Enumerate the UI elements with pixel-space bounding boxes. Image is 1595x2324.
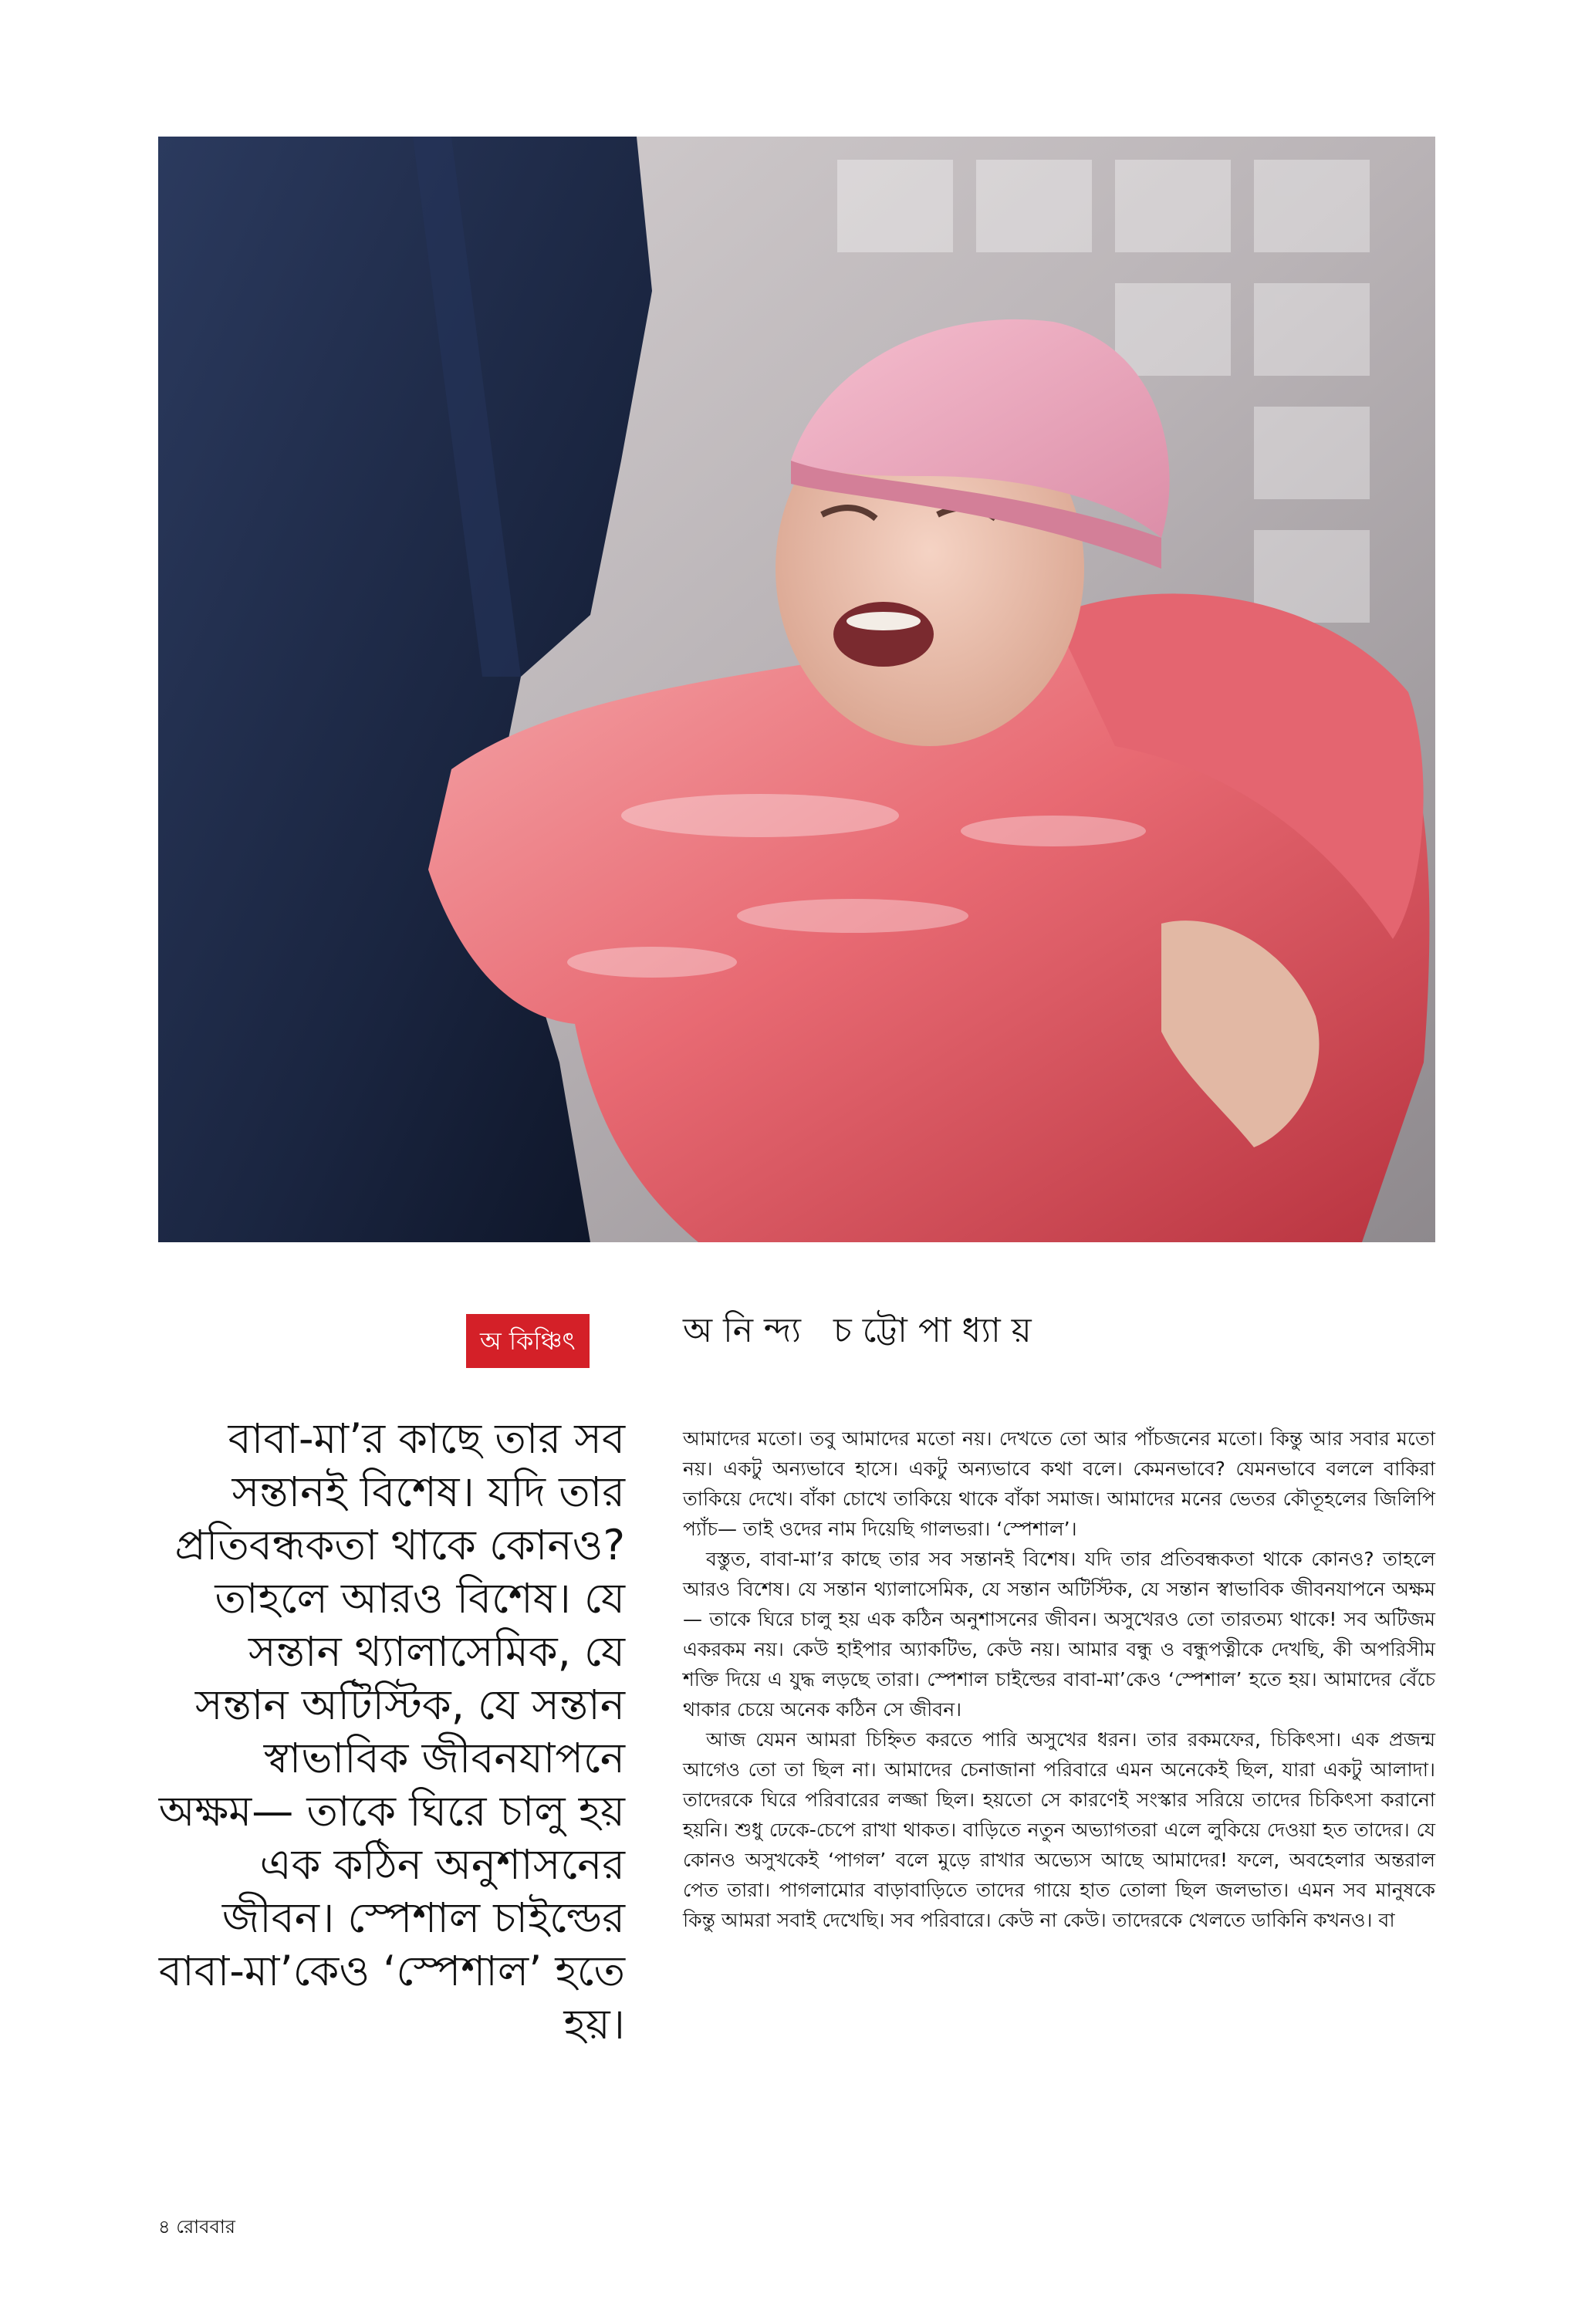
article-paragraph: বস্তুত, বাবা-মা’র কাছে তার সব সন্তানই বিশেষ। যদি তার প্রতিবন্ধকতা থাকে কোনও? তাহলে আরও বিশেষ। যে সন্তান থ্যালাসেমিক, যে সন্তান অটিস্টিক, যে সন্তান স্বাভাবিক জীবনযাপনে অক্ষম— তাকে ঘিরে চালু হয় এক কঠিন অনুশাসনের জীবন। অসুখেরও তো তারতম্য থাকে! সব অটিজম একরকম নয়। কেউ হাইপার অ্যাকটিভ, কেউ নয়। আমার বন্ধু ও বন্ধুপত্নীকে দেখছি, কী অপরিসীম শক্তি দিয়ে এ যুদ্ধ লড়ছে তারা। স্পেশাল চাইল্ডের বাবা-মা’কেও ‘স্পেশাল’ হতে হয়। আমাদের বেঁচে থাকার চেয়ে অনেক কঠিন সে জীবন। [683, 1548, 1435, 1721]
pull-quote: বাবা-মা’র কাছে তার সব সন্তানই বিশেষ। যদি তার প্রতিবন্ধকতা থাকে কোনও? তাহলে আরও বিশেষ। যে সন্তান থ্যালাসেমিক, যে সন্তান অটিস্টিক, যে সন্তান স্বাভাবিক জীবনযাপনে অক্ষম— তাকে ঘিরে চালু হয় এক কঠিন অনুশাসনের জীবন। স্পেশাল চাইল্ডের বাবা-মা’কেও ‘স্পেশাল’ হতে হয়। [158, 1414, 625, 2049]
article-paragraph: আমাদের মতো। তবু আমাদের মতো নয়। দেখতে তো আর পাঁচজনের মতো। কিন্তু আর সবার মতো নয়। একটু অন্যভাবে হাসে। একটু অন্যভাবে কথা বলে। কেমনভাবে? যেমনভাবে বললে বাকিরা তাকিয়ে দেখে। বাঁকা চোখে তাকিয়ে থাকে বাঁকা সমাজ। আমাদের মনের ভেতর কৌতূহলের জিলিপি প্যাঁচ— তাই ওদের নাম দিয়েছি গালভরা। ‘স্পেশাল’। [683, 1427, 1435, 1540]
photo-illustration [158, 137, 1435, 1242]
article-paragraph: আজ যেমন আমরা চিহ্নিত করতে পারি অসুখের ধরন। তার রকমফের, চিকিৎসা। এক প্রজন্ম আগেও তো তা ছিল না। আমাদের চেনাজানা পরিবারে এমন অনেকেই ছিল, যারা একটু আলাদা। তাদেরকে ঘিরে পরিবারের লজ্জা ছিল। হয়তো সে কারণেই সংস্কার সরিয়ে তাদের চিকিৎসা করানো হয়নি। শুধু ঢেকে-চেপে রাখা থাকত। বাড়িতে নতুন অভ্যাগতরা এলে লুকিয়ে দেওয়া হত তাদের। যে কোনও অসুখকেই ‘পাগল’ বলে মুড়ে রাখার অভ্যেস আছে আমাদের! ফলে, অবহেলার অন্তরাল পেত তারা। পাগলামোর বাড়াবাড়িতে তাদের গায়ে হাত তোলা ছিল জলভাত। এমন সব মানুষকে কিন্তু আমরা সবাই দেখেছি। সব পরিবারে। কেউ না কেউ। তাদেরকে খেলতে ডাকিনি কখনও। বা [683, 1728, 1435, 1931]
feature-photo [158, 137, 1435, 1242]
article-body [683, 1424, 1435, 1935]
page-folio: ৪ রোববার [158, 2216, 235, 2238]
section-tag: অ কিঞ্চিৎ [466, 1314, 590, 1368]
author-byline: অনিন্দ্য চট্টোপাধ্যায় [683, 1311, 1042, 1350]
